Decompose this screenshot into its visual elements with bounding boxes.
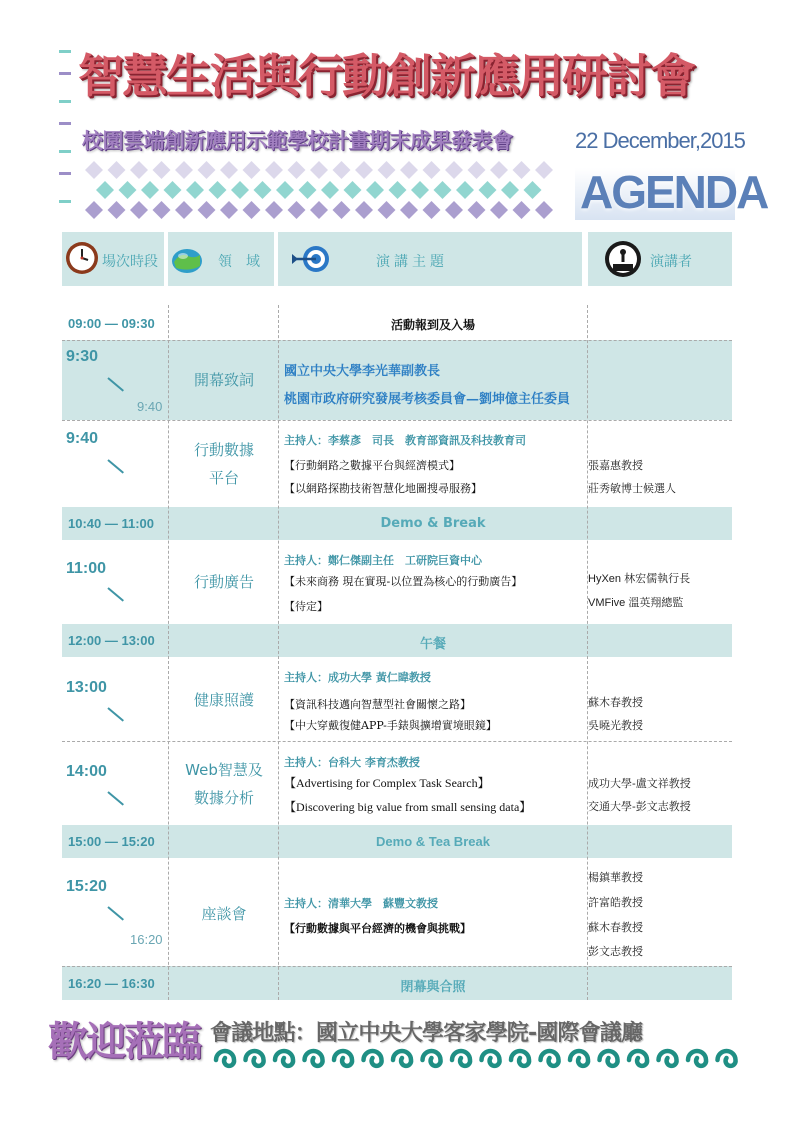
diamond-shape bbox=[423, 161, 441, 179]
row-divider bbox=[62, 741, 732, 742]
wave-swirl bbox=[275, 1051, 293, 1066]
wave-swirl bbox=[393, 1051, 411, 1066]
session1-host: 主持人：李蔡彥 司長 教育部資訊及科技教育司 bbox=[284, 434, 526, 447]
wave-swirl bbox=[423, 1051, 441, 1066]
diamond-shape bbox=[276, 181, 294, 199]
wave-swirl bbox=[629, 1051, 647, 1066]
session1-talk-2: 【以網路探勘技術智慧化地圖搜尋服務】 bbox=[284, 482, 482, 495]
diamond-shape bbox=[130, 161, 148, 179]
session2-talk-1: 【未來商務 現在實現-以位置為核心的行動廣告】 bbox=[284, 575, 523, 588]
diamond-shape bbox=[456, 181, 474, 199]
session1-talk-1: 【行動網路之數據平台與經濟模式】 bbox=[284, 459, 460, 472]
diamond-shape bbox=[175, 161, 193, 179]
diamond-shape bbox=[524, 181, 542, 199]
lunch-time: 12:00 — 13:00 bbox=[68, 633, 155, 648]
row-session-healthcare bbox=[62, 657, 732, 741]
session1-speaker-1: 張嘉惠教授 bbox=[588, 459, 643, 472]
diamond-shape bbox=[411, 181, 429, 199]
row-session-mobile-ads bbox=[62, 540, 732, 624]
checkin-label: 活動報到及入場 bbox=[390, 318, 475, 332]
diamond-shape bbox=[141, 181, 159, 199]
diamond-shape bbox=[231, 181, 249, 199]
diamond-shape bbox=[513, 201, 531, 219]
diamond-shape bbox=[186, 181, 204, 199]
diamond-shape bbox=[344, 181, 362, 199]
time-slash bbox=[107, 459, 124, 473]
diamond-shape bbox=[321, 181, 339, 199]
session4-talk-2: 【Discovering big value from small sensing data】 bbox=[284, 800, 532, 814]
session5-speaker-4: 彭文志教授 bbox=[588, 945, 643, 958]
page-title: 智慧生活與行動創新應用研討會 bbox=[78, 49, 694, 103]
break2-label: Demo & Tea Break bbox=[376, 834, 490, 849]
session2-domain: 行動廣告 bbox=[193, 573, 254, 591]
wave-swirl bbox=[570, 1051, 588, 1066]
row-lunch bbox=[62, 624, 732, 657]
session4-domain-line-1: Web智慧及 bbox=[185, 761, 263, 779]
diamond-shape bbox=[333, 161, 351, 179]
opening-start: 9:30 bbox=[66, 348, 99, 365]
row-closing bbox=[62, 966, 732, 1000]
session3-speaker-1: 蘇木春教授 bbox=[588, 696, 643, 709]
page-subtitle: 校園雲端創新應用示範學校計畫期末成果發表會 bbox=[82, 129, 513, 153]
session3-host: 主持人：成功大學 黃仁暐教授 bbox=[284, 671, 431, 684]
diamond-shape bbox=[355, 201, 373, 219]
globe-icon bbox=[170, 242, 204, 276]
diamond-shape bbox=[535, 161, 553, 179]
welcome-text: 歡迎蒞臨 bbox=[48, 1019, 200, 1065]
wave-swirl bbox=[718, 1051, 736, 1066]
wave-swirl bbox=[688, 1051, 706, 1066]
column-header-time bbox=[62, 232, 164, 286]
diamond-shape bbox=[423, 201, 441, 219]
diamond-shape bbox=[468, 161, 486, 179]
closing-time: 16:20 — 16:30 bbox=[68, 976, 155, 991]
diamond-shape bbox=[265, 161, 283, 179]
column-divider bbox=[168, 305, 169, 1000]
wave-swirl bbox=[452, 1051, 470, 1066]
session2-host: 主持人：鄭仁傑副主任 工研院巨資中心 bbox=[284, 554, 482, 567]
session2-speaker-2: VMFive 溫英翔總監 bbox=[588, 597, 684, 609]
diamond-shape bbox=[198, 161, 216, 179]
diamond-shape bbox=[96, 181, 114, 199]
row-break-demo bbox=[62, 507, 732, 540]
session5-speaker-3: 蘇木春教授 bbox=[588, 921, 643, 934]
diamond-shape bbox=[153, 201, 171, 219]
wave-swirl bbox=[334, 1051, 352, 1066]
diamond-shape bbox=[400, 161, 418, 179]
break1-label: Demo & Break bbox=[380, 516, 486, 531]
column-header-topic bbox=[278, 232, 582, 286]
wave-swirl bbox=[541, 1051, 559, 1066]
session3-domain: 健康照護 bbox=[193, 691, 254, 709]
diamond-shape bbox=[479, 181, 497, 199]
diamond-shape bbox=[288, 201, 306, 219]
closing-label: 閉幕與合照 bbox=[400, 980, 466, 995]
session1-domain-line-1: 行動數據 bbox=[193, 441, 254, 459]
time-slash bbox=[107, 791, 124, 805]
wave-swirl bbox=[659, 1051, 677, 1066]
diamond-shape bbox=[108, 201, 126, 219]
diamond-shape bbox=[355, 161, 373, 179]
session2-start: 11:00 bbox=[66, 560, 107, 577]
diamond-shape bbox=[198, 201, 216, 219]
header bbox=[0, 0, 793, 228]
row-session-mobile-data bbox=[62, 420, 732, 507]
diamond-shape bbox=[119, 181, 137, 199]
wave-swirl bbox=[482, 1051, 500, 1066]
diamond-shape bbox=[310, 161, 328, 179]
session4-domain-line-2: 數據分析 bbox=[193, 789, 254, 807]
wave-swirl bbox=[364, 1051, 382, 1066]
session5-speaker-1: 楊鎮華教授 bbox=[588, 871, 643, 884]
diamond-shape bbox=[175, 201, 193, 219]
session5-domain: 座談會 bbox=[201, 905, 247, 923]
row-checkin bbox=[62, 305, 732, 340]
session1-domain-line-2: 平台 bbox=[208, 469, 239, 487]
diamond-shape bbox=[490, 201, 508, 219]
diamond-shape bbox=[265, 201, 283, 219]
session3-talk-2: 【中大穿戴復健APP-手錶與擴增實境眼鏡】 bbox=[284, 719, 497, 732]
break1-time: 10:40 — 11:00 bbox=[68, 516, 155, 531]
agenda-heading: AGENDA bbox=[580, 166, 768, 218]
diamond-shape bbox=[164, 181, 182, 199]
wave-pattern bbox=[210, 1046, 750, 1070]
diamond-shape bbox=[490, 161, 508, 179]
column-label-time: 場次時段 bbox=[102, 254, 158, 270]
diamond-shape bbox=[310, 201, 328, 219]
checkin-time: 09:00 — 09:30 bbox=[68, 316, 155, 331]
session1-start: 9:40 bbox=[66, 430, 99, 447]
column-label-domain: 領 域 bbox=[218, 254, 260, 270]
diamond-shape bbox=[254, 181, 272, 199]
wave-swirl bbox=[511, 1051, 529, 1066]
lunch-label: 午餐 bbox=[419, 637, 446, 652]
time-slash bbox=[107, 587, 124, 601]
session5-end: 16:20 bbox=[130, 932, 163, 947]
session3-talk-1: 【資訊科技邁向智慧型社會關懷之路】 bbox=[284, 698, 471, 711]
session2-speaker-1: HyXen 林宏儒執行長 bbox=[588, 573, 691, 585]
diamond-shape bbox=[220, 161, 238, 179]
column-label-topic: 演講主題 bbox=[376, 254, 448, 270]
diamond-shape bbox=[209, 181, 227, 199]
diamond-shape bbox=[243, 201, 261, 219]
row-divider bbox=[62, 340, 732, 341]
diamond-shape bbox=[400, 201, 418, 219]
diamond-shape bbox=[445, 201, 463, 219]
opening-end: 9:40 bbox=[137, 399, 163, 414]
diamond-shape bbox=[85, 161, 103, 179]
target-icon bbox=[290, 242, 330, 276]
session4-speaker-1: 成功大學-盧文祥教授 bbox=[588, 777, 691, 790]
diamond-shape bbox=[85, 201, 103, 219]
diamond-pattern bbox=[82, 160, 562, 222]
break2-time: 15:00 — 15:20 bbox=[68, 834, 155, 849]
diamond-shape bbox=[366, 181, 384, 199]
session5-speaker-2: 許富皓教授 bbox=[588, 896, 643, 909]
column-header-domain bbox=[168, 232, 274, 286]
time-slash bbox=[107, 906, 124, 920]
session3-start: 13:00 bbox=[66, 679, 107, 696]
diamond-shape bbox=[389, 181, 407, 199]
clock-icon bbox=[64, 240, 100, 276]
session5-host: 主持人：清華大學 蘇豐文教授 bbox=[284, 897, 438, 910]
row-break-tea bbox=[62, 825, 732, 858]
wave-swirl bbox=[305, 1051, 323, 1066]
diamond-shape bbox=[378, 201, 396, 219]
row-opening bbox=[62, 340, 732, 420]
time-slash bbox=[107, 707, 124, 721]
session1-speaker-2: 莊秀敏博士候選人 bbox=[588, 482, 676, 495]
session4-speaker-2: 交通大學-彭文志教授 bbox=[588, 800, 691, 813]
column-header-speaker bbox=[588, 232, 732, 286]
diamond-shape bbox=[333, 201, 351, 219]
diamond-shape bbox=[299, 181, 317, 199]
diamond-shape bbox=[501, 181, 519, 199]
row-divider bbox=[62, 420, 732, 421]
diamond-shape bbox=[468, 201, 486, 219]
column-divider bbox=[587, 305, 588, 1000]
session4-talk-1: 【Advertising for Complex Task Search】 bbox=[284, 776, 490, 790]
diamond-shape bbox=[434, 181, 452, 199]
wave-swirl bbox=[216, 1051, 234, 1066]
speaker-icon bbox=[604, 240, 642, 278]
session5-start: 15:20 bbox=[66, 878, 107, 895]
wave-swirl bbox=[246, 1051, 264, 1066]
wave-swirl bbox=[600, 1051, 618, 1066]
diamond-shape bbox=[535, 201, 553, 219]
decorative-dashes bbox=[59, 50, 71, 225]
row-session-panel bbox=[62, 858, 732, 966]
diamond-shape bbox=[243, 161, 261, 179]
diamond-shape bbox=[153, 161, 171, 179]
opening-line-1: 國立中央大學李光華副教長 bbox=[284, 364, 441, 379]
column-divider bbox=[278, 305, 279, 1000]
opening-line-2: 桃園市政府研究發展考核委員會—劉坤億主任委員 bbox=[284, 392, 571, 407]
venue-text: 會議地點：國立中央大學客家學院-國際會議廳 bbox=[210, 1021, 643, 1046]
diamond-shape bbox=[130, 201, 148, 219]
diamond-shape bbox=[378, 161, 396, 179]
session3-speaker-2: 吳曉光教授 bbox=[588, 719, 643, 732]
diamond-shape bbox=[513, 161, 531, 179]
time-slash bbox=[107, 377, 124, 391]
opening-domain: 開幕致詞 bbox=[193, 371, 254, 389]
diamond-shape bbox=[445, 161, 463, 179]
diamond-shape bbox=[220, 201, 238, 219]
session2-talk-2: 【待定】 bbox=[284, 600, 328, 613]
session5-talk-1: 【行動數據與平台經濟的機會與挑戰】 bbox=[284, 922, 471, 935]
diamond-shape bbox=[288, 161, 306, 179]
session4-host: 主持人：台科大 李育杰教授 bbox=[284, 756, 420, 769]
row-session-web-data bbox=[62, 741, 732, 825]
diamond-shape bbox=[108, 161, 126, 179]
session4-start: 14:00 bbox=[66, 763, 107, 780]
column-label-speaker: 演講者 bbox=[650, 254, 692, 270]
event-date: 22 December,2015 bbox=[575, 128, 745, 153]
row-divider bbox=[62, 966, 732, 967]
